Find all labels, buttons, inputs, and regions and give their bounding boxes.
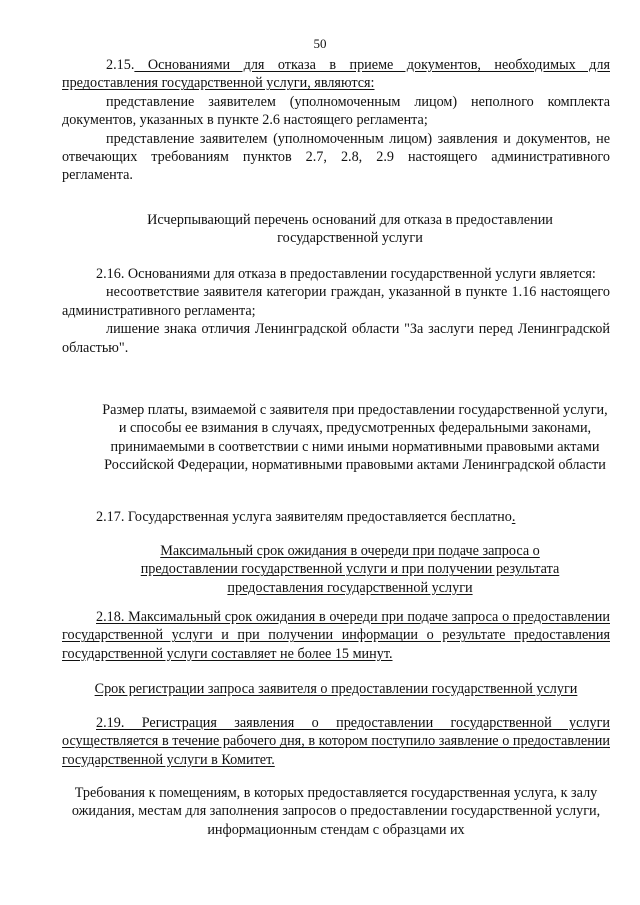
heading-refusal-grounds: Исчерпывающий перечень оснований для отказа в предоставлении государственной услуги [147,212,553,247]
section-2-18 [62,608,610,663]
page-number: 50 [313,36,327,51]
heading-queue-time-text: Максимальный срок ожидания в очереди при подаче запроса о предоставлении государственной услуги и при получении результата предоставления государственной услуги [140,543,560,596]
section-2-17-tail: . [511,509,516,525]
section-2-15-item-1: представление заявителем (уполномоченным лицом) неполного комплекта документов, указанных в пункте 2.6 настоящего регламента; [62,93,610,129]
section-2-17-text: 2.17. Государственная услуга заявителям предоставляется бесплатно [96,509,512,525]
section-2-19 [62,714,610,769]
heading-queue-time [140,542,560,597]
section-2-18-text: 2.18. Максимальный срок ожидания в очереди при подаче запроса о предоставлении государственной услуги и при получении информации о результате предоставления государственной услуги составляет не более 15 минут. [62,609,610,662]
heading-fee: Размер платы, взимаемой с заявителя при предоставлении государственной услуги, и способы ее взимания в случаях, предусмотренных федеральными законами, принимаемыми в соответствии с ними иными нормативными правовыми актами Российской Федерации, нормативными правовыми актами Ленинградской области [102,402,608,474]
section-2-19-text: 2.19. Регистрация заявления о предоставлении государственной услуги осуществляется в течение рабочего дня, в котором поступило заявление о предоставлении государственной услуги в Комитет. [62,715,610,768]
section-2-17 [62,508,610,526]
section-2-16-item-1: несоответствие заявителя категории граждан, указанной в пункте 1.16 настоящего административного регламента; [62,284,610,319]
section-2-15-number: 2.15. [106,57,135,73]
section-2-16 [62,265,610,357]
section-2-15-item-2: представление заявителем (уполномоченным лицом) заявления и документов, не отвечающих требованиям пунктов 2.7, 2.8, 2.9 настоящего административного регламента. [62,130,610,184]
section-2-15 [62,56,610,185]
heading-premises-requirements: Требования к помещениям, в которых предоставляется государственная услуга, к залу ожидания, местам для заполнения запросов о предоставлении государственной услуги, информационным стендам с образцами их [71,785,601,838]
section-2-15-lead-text: Основаниями для отказа в приеме документов, необходимых для предоставления государственной услуги, являются: [62,57,610,92]
heading-registration-time-text: Срок регистрации запроса заявителя о предоставлении государственной услуги [94,681,578,697]
section-2-16-item-2: лишение знака отличия Ленинградской области "За заслуги перед Ленинградской областью". [62,321,610,356]
section-2-16-lead: 2.16. Основаниями для отказа в предоставлении государственной услуги является: [96,266,596,282]
section-2-15-lead [62,56,610,93]
heading-registration-time [62,680,610,698]
